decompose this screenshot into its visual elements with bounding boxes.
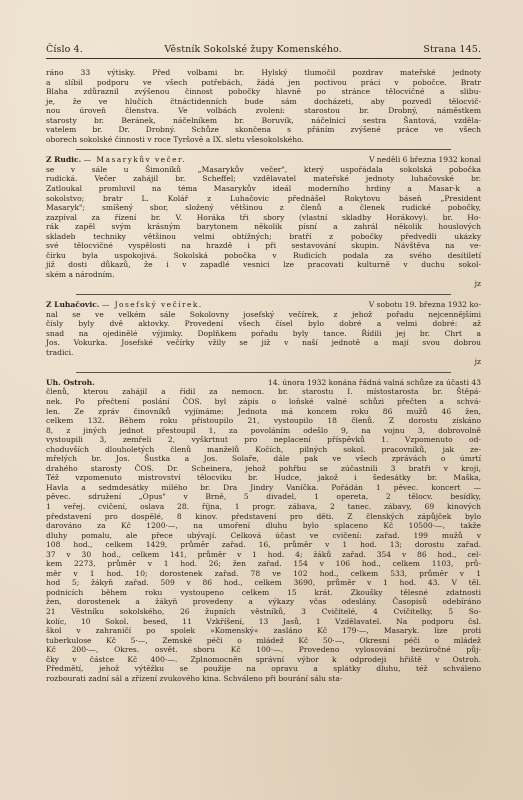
text-line: Též vzpomenuto mistrovství tělocviku br. Hudce, jakož i šedesátky br. Maška, bbox=[46, 473, 481, 483]
text-line: 8, z jiných jednot přestoupil 1, za povoláním odešlo 9, na vojnu 3, dobrovolně bbox=[46, 425, 481, 435]
lead-line bbox=[46, 300, 481, 310]
text-line: 37 v 30 hod., celkem 141, průměr v 1 hod. 4; žáků zařad. 354 v 86 hod., cel- bbox=[46, 549, 481, 559]
section-separator bbox=[76, 372, 450, 373]
author-signature: jz bbox=[474, 279, 481, 289]
text-line: drahého starosty ČOS. Dr. Scheinera, jehož pohřbu se zúčastnili 3 bratři v kroji, bbox=[46, 463, 481, 473]
text-line: čísly byly dvě aktovky. Provedení všech čísel bylo dobré a velmi dobré: až bbox=[46, 319, 481, 329]
text-line: pěvec. sdružení „Opus" v Brně, 5 divadel, 1 opereta, 2 tělocv. besídky, bbox=[46, 492, 481, 502]
text-line: své tělocvičné vyspělosti na hrazdě i při sestavování skupin. Návštěva na ve- bbox=[46, 241, 481, 251]
event-title: — Josefský večírek. bbox=[101, 300, 203, 310]
text-line: čírku byla uspokojivá. Sokolská pobočka v Rudicích podala za svého desítiletí bbox=[46, 250, 481, 260]
text-line: skladeb techniky většinou velmi obtížných; bratří z pobočky předvedli ukázky bbox=[46, 231, 481, 241]
text-line: rák zapěl svým krásným barytonem několik písní a zahrál několik houslových bbox=[46, 222, 481, 232]
text-line: 1 veřej. cvičení, oslava 28. října, 1 progr. zábava, 2 tanec. zábavy, 69 kinových bbox=[46, 501, 481, 511]
text-line: hod 5; žákyň zařad. 509 v 86 hod., celkem 3690, průměr v 1 hod. 43. V těl. bbox=[46, 578, 481, 588]
text-line: V sobotu 19. března 1932 ko- bbox=[368, 300, 481, 310]
text-line: Masaryk"; smíšený sbor, složený většinou z členů a členek rudické pobočky, bbox=[46, 203, 481, 213]
text-line: ráno 33 výtisky. Před volbami br. Hylský tlumočil pozdrav mateřské jednoty bbox=[46, 68, 481, 77]
text-line: Předmětí, jehož výtěžku se použije na opravu a splátky dluhu, též schváleno bbox=[46, 664, 481, 674]
journal-title: Věstník Sokolské župy Komenského. bbox=[164, 44, 342, 55]
text-line: a slíbil podporu ve všech potřebách, žádá jen poctivou práci v pobočce. Bratr bbox=[46, 77, 481, 87]
text-line: dluhy pomalu, ale přece ubývají. Celková účast ve cvičení: zařad. 199 mužů v bbox=[46, 530, 481, 540]
report-paragraph bbox=[46, 155, 481, 289]
text-line: škol v zahraničí po spolek »Komenský« zasláno Kč 179·—, Masaryk. lize proti bbox=[46, 626, 481, 636]
section-separator bbox=[76, 149, 450, 150]
text-line: vystoupili 3, zemřeli 2, vyškrtnut pro neplacení příspěvků 1. Vzpomenuto od- bbox=[46, 435, 481, 445]
page-number: Strana 145. bbox=[423, 44, 481, 55]
text-line: 14. února 1932 konána řádná valná schůze za účasti 43 bbox=[267, 377, 481, 387]
text-line: len. Ze zpráv činovníků vyjímáme: Jednota má koncem roku 86 mužů 46 žen, bbox=[46, 406, 481, 416]
text-line: mřelých br. Jos. Šustka a Jos. Solaře, dále pak ve všech zprávách o úmrtí bbox=[46, 454, 481, 464]
text-line: 108 hod., celkem 1429, průměr zařad. 16, průměr v 1 hod. 13; dorostu zařad. bbox=[46, 540, 481, 550]
text-line: celkem 132. Během roku přistoupilo 21, vystoupilo 18 členů. Z dorostu získáno bbox=[46, 416, 481, 426]
text-line: nou úroveň členstva. Ve volbách zvoleni: starostou br. Drobný, náměstkem bbox=[46, 106, 481, 116]
text-line: tuberkulose Kč 5·—, Zemské péči o mládež Kč 50·—, Okresní péči o mládež bbox=[46, 635, 481, 645]
text-line: kem 2273, průměr v 1 hod. 26; žen zařad. 154 v 106 hod., celkem 1103, prů- bbox=[46, 559, 481, 569]
text-line: rudická. Večer zahájil br. Scheffel; vzdělavatel mateřské jednoty luhačovské br. bbox=[46, 174, 481, 184]
text-line: členů, kterou zahájil a řídil za nemocn. br. starostu I. místostarosta br. Štěpá- bbox=[46, 387, 481, 397]
text-line: vatelem br. Dr. Drobný. Schůze skončena s přáním zvýšené práce ve všech bbox=[46, 125, 481, 135]
text-line: Havla a sedmdesátky milého br. Dra Jindry Vaníčka. Pořádán 1 pěvec. koncert — bbox=[46, 482, 481, 492]
report-paragraph bbox=[46, 300, 481, 367]
text-line: Zatloukal promluvil na téma Masarykův ideál moderního hrdiny a Masar-k a bbox=[46, 184, 481, 194]
text-line: Blaha zdůraznil zvýšenou činnost pobočky hlavně po stránce tělocvičné a slibu- bbox=[46, 87, 481, 97]
text-line: zazpíval za řízení br. V. Horáka tři sbory (vlastní skladby Horákovy). br. Ho- bbox=[46, 212, 481, 222]
place-heading: Uh. Ostroh. bbox=[46, 377, 95, 387]
text-line: Jos. Vokurka. Josefské večírky vžily se již v naší jednotě a mají svou dobrou bbox=[46, 338, 481, 348]
text-line: měr v 1 hod. 10; dorostenek zařad. 78 ve 102 hod., celkem 533, průměr v 1 bbox=[46, 568, 481, 578]
text-line: rozbourati zadní sál a zřízení zvukového kina. Schváleno při bourání sálu sta- bbox=[46, 673, 343, 683]
report-paragraph bbox=[46, 68, 481, 144]
text-line: nal se ve velkém sále Sokolovny josefský večírek, z jehož pořadu nejcennějšími bbox=[46, 309, 481, 319]
lead-line bbox=[46, 155, 481, 165]
text-line: darováno za Kč 1200·—, na umoření dluhu bylo splaceno Kč 10500·—, takže bbox=[46, 521, 481, 531]
place-heading: Z Rudic. bbox=[46, 155, 82, 165]
author-signature: jz bbox=[474, 357, 481, 367]
text-line: kolíc, 10 Sokol. besed, 11 Vzkříšení, 13 Jasů, 1 Vzdělavatel. Na podporu čsl. bbox=[46, 616, 481, 626]
text-line: ském a národním. bbox=[46, 269, 115, 279]
text-line: 21 Věstníku sokolského, 26 župních věstníků, 3 Cvičitelé, 4 Cvičitelky, 5 So- bbox=[46, 606, 481, 616]
text-line: starosty br. Beránek, náčelníkem br. Boruvík, náčelnicí sestra Šantová, vzděla- bbox=[46, 115, 481, 125]
text-line: Kč 200·—, Okres. osvět. sboru Kč 100·—. Provedeno vylosování bezúročné půj- bbox=[46, 645, 481, 655]
section-separator bbox=[76, 294, 450, 295]
text-line: snad na ojedinělé výjimky. Doplňkem pořadu byly tance. Řídili jej br. Chrt a bbox=[46, 328, 481, 338]
lead-line bbox=[46, 378, 481, 388]
text-line: se v sále u Šimoníků „Masarykův večer", který uspořádala sokolská pobočka bbox=[46, 164, 481, 174]
text-line: oborech sokolské činnosti v roce Tyršově a IX. sletu všesokolského. bbox=[46, 134, 304, 144]
text-line: tradici. bbox=[46, 347, 74, 357]
text-line: již dosti důkazů, že i v zapadlé vesnici lze pracovati kulturně v duchu sokol- bbox=[46, 260, 481, 270]
event-title: — Masarykův večer. bbox=[83, 155, 186, 165]
running-head bbox=[46, 44, 481, 58]
text-line: představení pro dospělé, 8 kinov. představení pro děti. Z členských zápůjček bylo bbox=[46, 511, 481, 521]
article-body bbox=[46, 68, 481, 683]
text-line: je, že ve hlučích čtnáctidenních bude sám docházeti, aby pozvedl tělocvič- bbox=[46, 96, 481, 106]
text-line: čky v částce Kč 400·—. Zplnomocněn správní výbor k odprodeji hřiště v Ostroh. bbox=[46, 654, 481, 664]
place-heading: Z Luhačovic. bbox=[46, 300, 100, 310]
text-line: žen, dorostenek a žákyň provedeny a výkazy včas odeslány. Časopisů odebíráno bbox=[46, 597, 481, 607]
report-paragraph bbox=[46, 378, 481, 684]
text-line: nek. Po přečtení poslání ČOS. byl zápis o loňské valné schůzi přečten a schvá- bbox=[46, 396, 481, 406]
issue-number: Číslo 4. bbox=[46, 44, 83, 55]
text-line: sokolstvo; bratr L. Kolář z Luhačovic přednášel Rokytovu báseň „President bbox=[46, 193, 481, 203]
text-line: V neděli 6 března 1932 konal bbox=[368, 155, 481, 165]
header-rule bbox=[46, 58, 481, 59]
text-line: choduvších dlouholetých členů manželů Kočích, pilných sokol. pracovníků, jak ze- bbox=[46, 444, 481, 454]
text-line: podnicích během roku vystoupeno celkem 15 krát. Zkoušky tělesné zdatnosti bbox=[46, 587, 481, 597]
